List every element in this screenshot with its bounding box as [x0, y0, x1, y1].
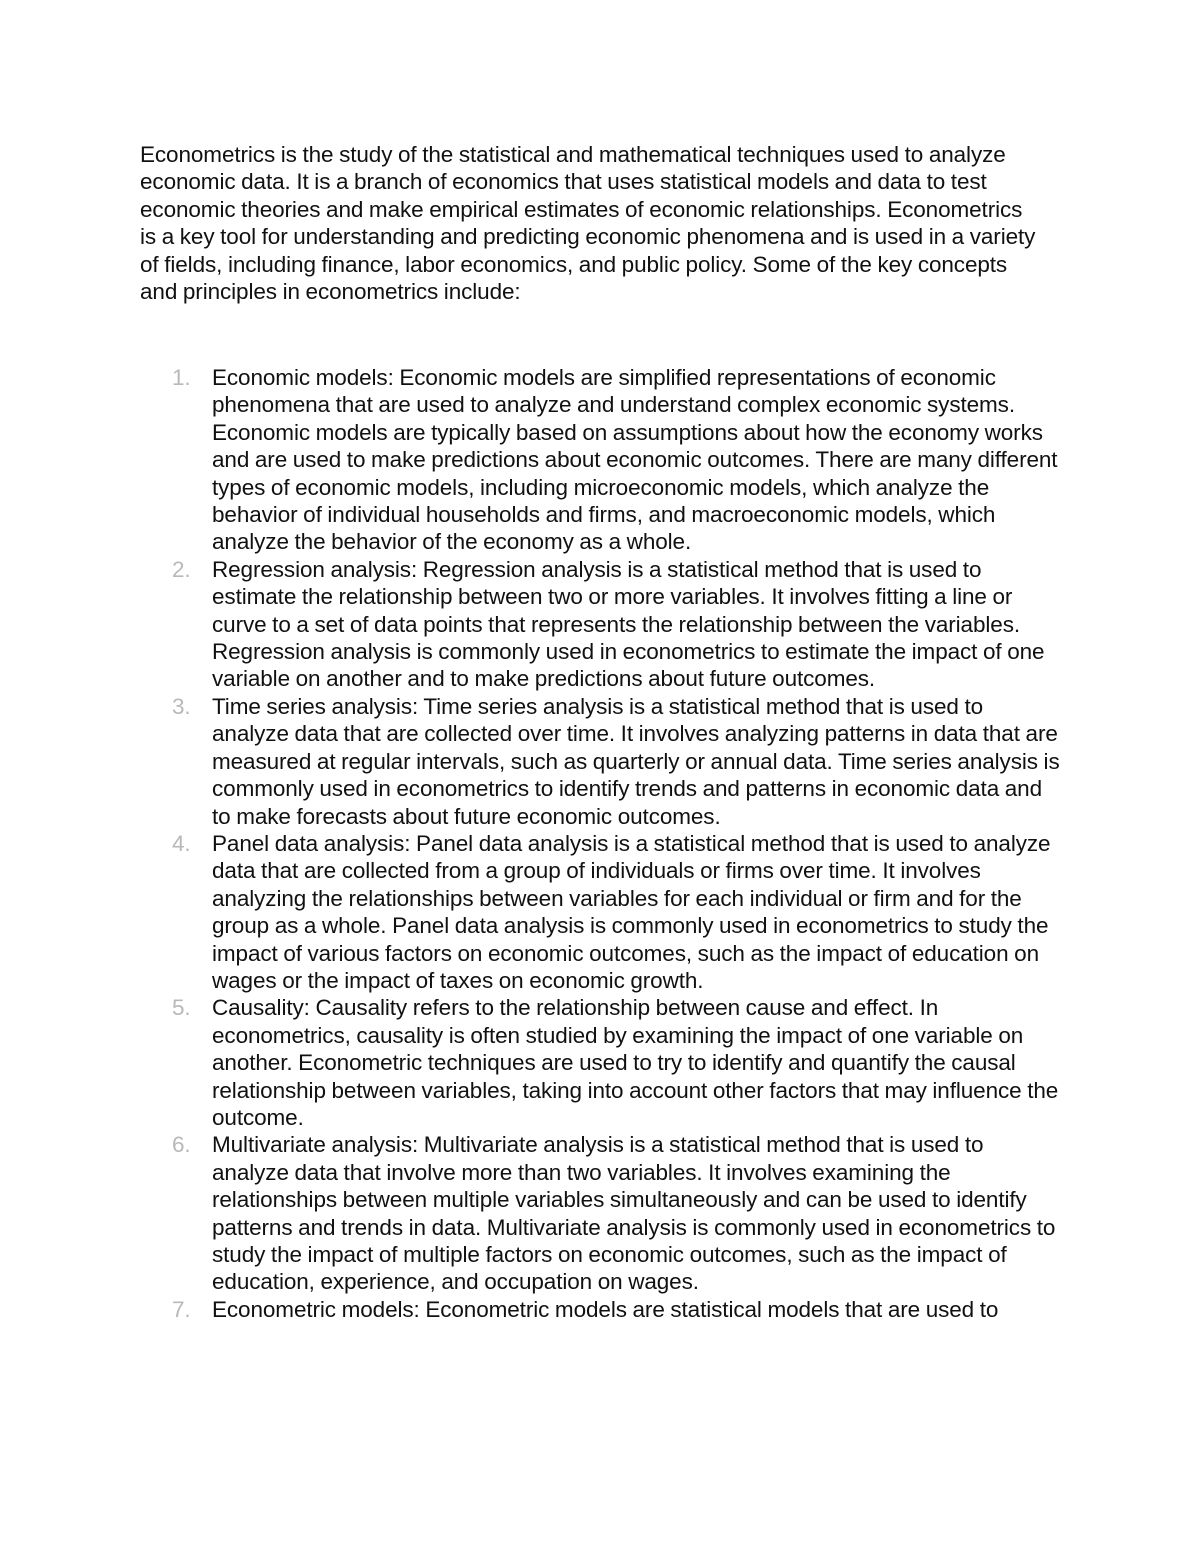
list-item — [170, 830, 1070, 994]
list-item — [170, 364, 1070, 556]
list-item-text: Economic models: Economic models are simplified representations of economic phenomena that are used to analyze and understand complex economic systems. Economic models are typically based on assumptions about how the economy works and are used to make predictions about economic outcomes. There are many different types of economic models, including microeconomic models, which analyze the behavior of individual households and firms, and macroeconomic models, which analyze the behavior of the economy as a whole. — [212, 365, 1058, 555]
list-item-text: Multivariate analysis: Multivariate analysis is a statistical method that is used to analyze data that involve more than two variables. It involves examining the relationships between multiple variables simultaneously and can be used to identify patterns and trends in data. Multivariate analysis is commonly used in econometrics to study the impact of multiple factors on economic outcomes, such as the impact of education, experience, and occupation on wages. — [212, 1132, 1056, 1295]
concepts-list — [170, 364, 1070, 1323]
intro-paragraph: Econometrics is the study of the statistical and mathematical techniques used to analyze economic data. It is a branch of economics that uses statistical models and data to test economic theories and make empirical estimates of economic relationships. Econometrics is a key tool for understanding and predicting economic phenomena and is used in a variety of fields, including finance, labor economics, and public policy. Some of the key concepts and principles in econometrics include: — [140, 142, 1036, 305]
list-item — [170, 693, 1070, 830]
list-item — [170, 1131, 1070, 1295]
list-item-number: 1. — [172, 365, 191, 390]
list-item — [170, 1296, 1070, 1323]
list-item-number: 3. — [172, 693, 191, 719]
list-item-number: 4. — [172, 830, 191, 856]
list-item-text: Causality: Causality refers to the relationship between cause and effect. In econometrics, causality is often studied by examining the impact of one variable on another. Econometric techniques are used to try to identify and quantify the causal relationship between variables, taking into account other factors that may influence the outcome. — [212, 995, 1059, 1130]
list-item-text: Econometric models: Econometric models are statistical models that are used to — [212, 1296, 999, 1322]
list-item-text: Time series analysis: Time series analysis is a statistical method that is used to analyze data that are collected over time. It involves analyzing patterns in data that are measured at regular intervals, such as quarterly or annual data. Time series analysis is commonly used in econometrics to identify trends and patterns in economic data and to make forecasts about future economic outcomes. — [212, 693, 1060, 829]
list-item-text: Panel data analysis: Panel data analysis is a statistical method that is used to analyze data that are collected from a group of individuals or firms over time. It involves analyzing the relationships between variables for each individual or firm and for the group as a whole. Panel data analysis is commonly used in econometrics to study the impact of various factors on economic outcomes, such as the impact of education on wages or the impact of taxes on economic growth. — [212, 830, 1051, 993]
list-item — [170, 994, 1070, 1131]
list-item-number: 6. — [172, 1132, 191, 1158]
list-item-number: 2. — [172, 556, 191, 582]
list-item — [170, 556, 1070, 693]
list-item-number: 5. — [172, 995, 191, 1021]
list-item-number: 7. — [172, 1296, 191, 1322]
list-item-text: Regression analysis: Regression analysis is a statistical method that is used to estimate the relationship between two or more variables. It involves fitting a line or curve to a set of data points that represents the relationship between the variables. Regression analysis is commonly used in econometrics to estimate the impact of one variable on another and to make predictions about future outcomes. — [212, 556, 1045, 692]
